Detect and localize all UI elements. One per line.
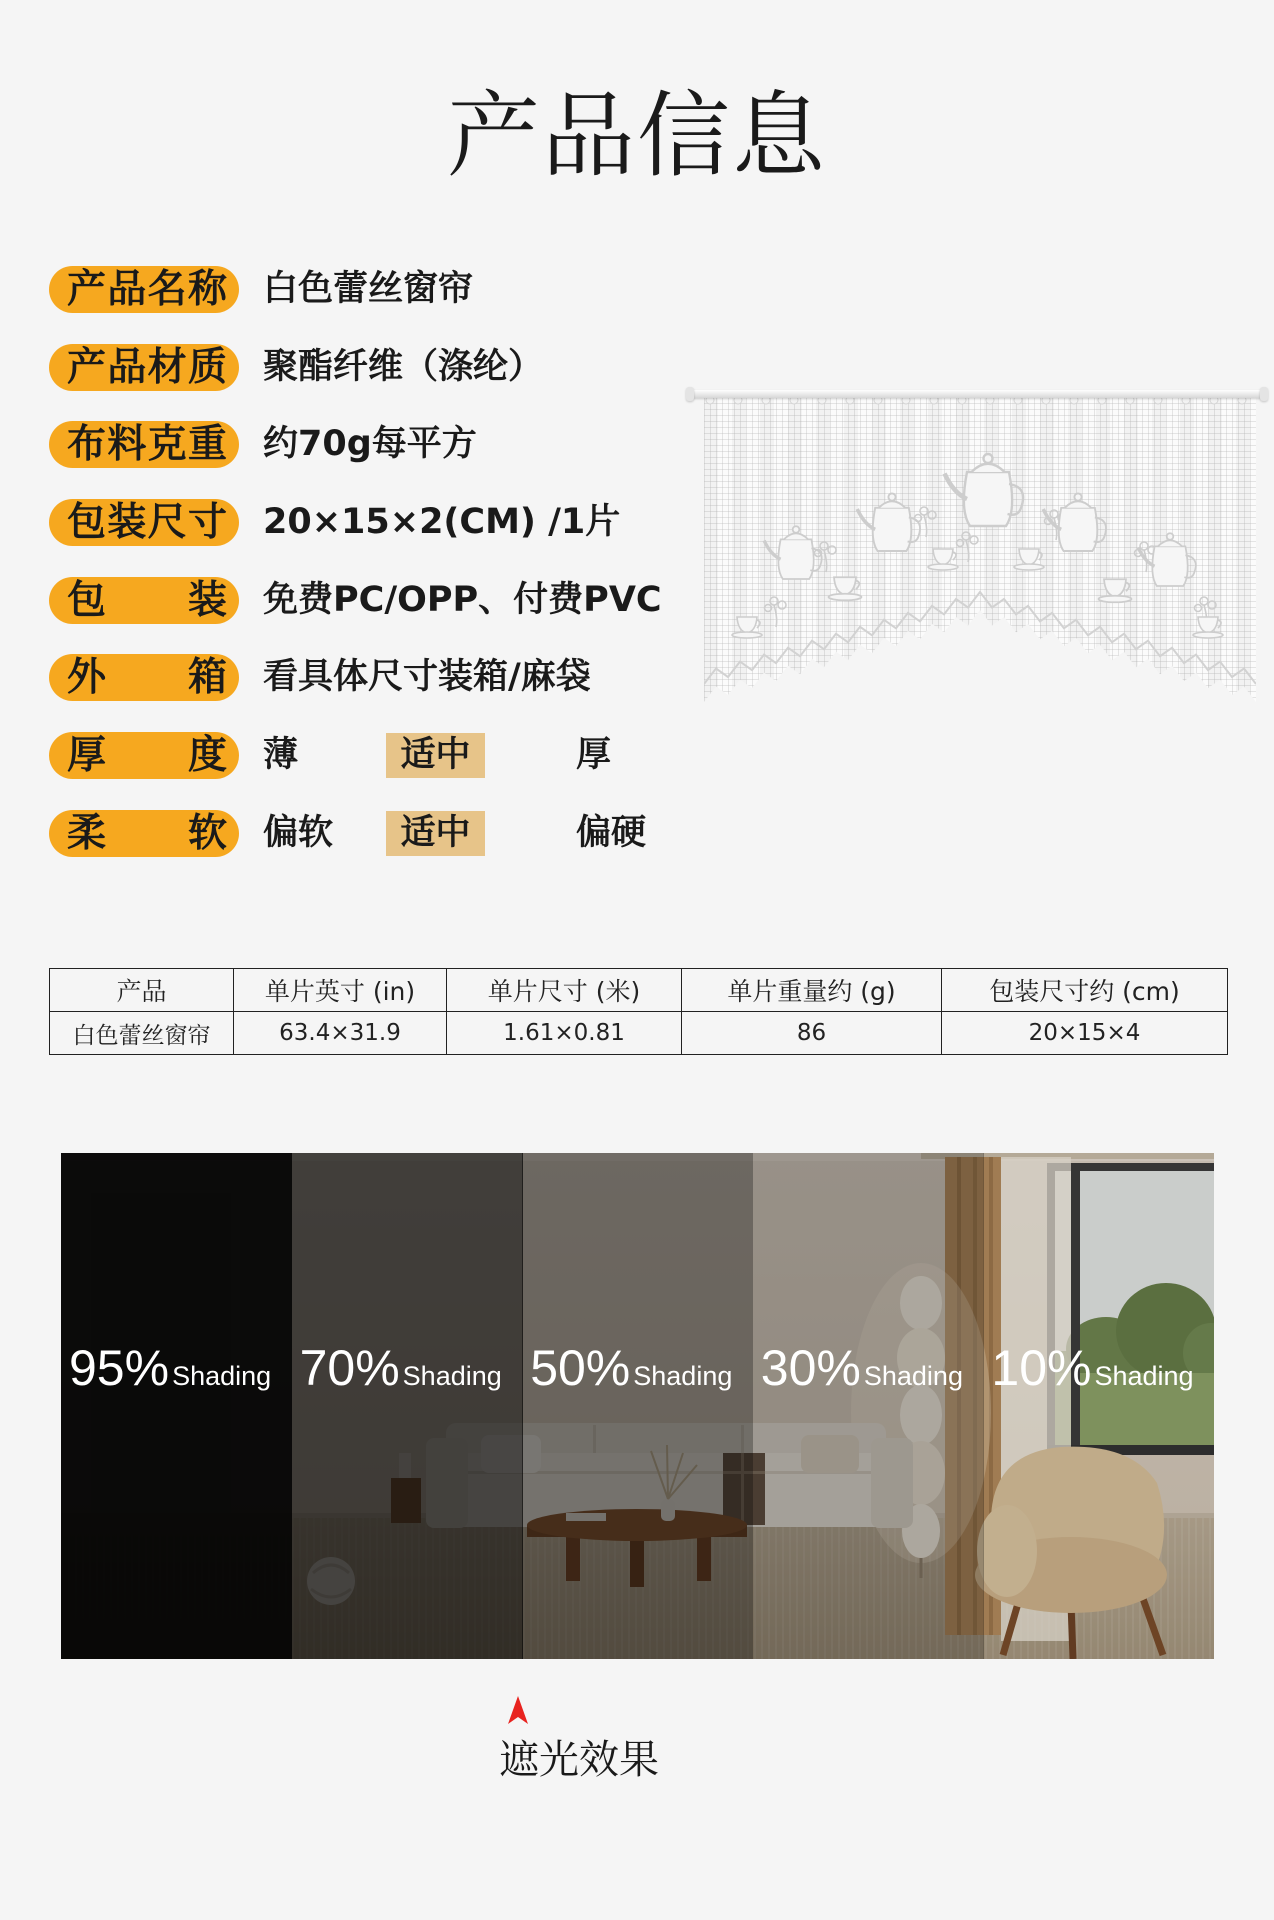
shading-word: Shading bbox=[172, 1361, 272, 1391]
label-char: 重 bbox=[187, 422, 227, 468]
spec-label-pill bbox=[49, 421, 239, 468]
table-row bbox=[50, 1012, 1228, 1055]
lace-border bbox=[704, 592, 1256, 684]
spec-row bbox=[49, 577, 669, 624]
label-char: 材 bbox=[147, 344, 187, 390]
table-header-cell: 单片英寸 (in) bbox=[234, 969, 447, 1012]
label-char: 箱 bbox=[187, 655, 227, 701]
spec-value: 约70g每平方 bbox=[263, 424, 477, 465]
rating-label-pill bbox=[49, 732, 239, 779]
spec-label-pill bbox=[49, 344, 239, 391]
rod-end-cap bbox=[1260, 387, 1268, 401]
teapot-lace-pattern bbox=[704, 396, 1256, 710]
shading-label bbox=[760, 1340, 963, 1396]
teacup-motif bbox=[1014, 549, 1044, 570]
spec-label-pill bbox=[49, 577, 239, 624]
teacup-motif bbox=[1193, 617, 1223, 638]
spec-value: 免费PC/OPP、付费PVC bbox=[263, 579, 662, 620]
rating-row bbox=[49, 732, 669, 779]
label-char: 品 bbox=[107, 267, 147, 312]
rating-option-selected: 适中 bbox=[386, 811, 485, 856]
spec-list bbox=[49, 266, 669, 857]
shading-percent: 30% bbox=[760, 1340, 861, 1396]
label-char: 装 bbox=[187, 577, 227, 623]
shading-word: Shading bbox=[863, 1361, 963, 1391]
shading-caption: 遮光效果 bbox=[499, 1737, 659, 1783]
label-char: 质 bbox=[187, 344, 227, 390]
flower-motif bbox=[957, 532, 979, 562]
rating-option: 薄 bbox=[263, 735, 299, 776]
spec-label-pill bbox=[49, 654, 239, 701]
curtain-rod bbox=[688, 390, 1266, 398]
shading-word: Shading bbox=[633, 1361, 733, 1391]
label-char: 包 bbox=[67, 577, 107, 623]
spec-row bbox=[49, 344, 669, 391]
lace-curtain-image bbox=[686, 386, 1268, 710]
table-header-cell: 包装尺寸约 (cm) bbox=[942, 969, 1228, 1012]
rating-option: 厚 bbox=[576, 735, 612, 776]
label-char: 品 bbox=[107, 344, 147, 390]
flower-motif bbox=[765, 597, 787, 627]
spec-value: 看具体尺寸装箱/麻袋 bbox=[263, 657, 591, 698]
spec-row bbox=[49, 654, 669, 701]
label-char: 寸 bbox=[187, 500, 227, 546]
teapot-motif bbox=[945, 454, 1024, 526]
teapot-motif bbox=[764, 526, 822, 579]
flower-motif bbox=[815, 542, 837, 572]
label-char: 称 bbox=[187, 267, 227, 312]
shading-panel bbox=[522, 1153, 753, 1659]
table-cell: 白色蕾丝窗帘 bbox=[50, 1012, 234, 1055]
shading-panel bbox=[983, 1153, 1214, 1659]
teapot-motif bbox=[1043, 493, 1106, 551]
rating-option-selected: 适中 bbox=[386, 733, 485, 778]
rating-option: 偏软 bbox=[263, 812, 334, 853]
spec-row bbox=[49, 266, 669, 313]
shading-percent: 50% bbox=[530, 1340, 631, 1396]
label-char: 外 bbox=[67, 655, 107, 701]
lace-curtain-fabric bbox=[704, 396, 1256, 710]
shading-label bbox=[299, 1340, 502, 1396]
table-cell: 63.4×31.9 bbox=[234, 1012, 447, 1055]
spec-row bbox=[49, 499, 669, 546]
label-char: 装 bbox=[107, 500, 147, 546]
spec-value: 20×15×2(CM) /1片 bbox=[263, 502, 621, 543]
rating-label-pill bbox=[49, 810, 239, 857]
teacup-motif bbox=[928, 549, 958, 570]
table-cell: 20×15×4 bbox=[942, 1012, 1228, 1055]
label-char: 包 bbox=[67, 500, 107, 546]
label-char: 厚 bbox=[67, 733, 107, 779]
spec-label-pill bbox=[49, 499, 239, 546]
table-cell: 1.61×0.81 bbox=[447, 1012, 682, 1055]
label-char: 克 bbox=[147, 422, 187, 468]
rating-option: 偏硬 bbox=[576, 812, 647, 853]
table-header-row bbox=[50, 969, 1228, 1012]
rod-end-cap bbox=[686, 387, 694, 401]
teacup-motif bbox=[1099, 579, 1132, 602]
shading-panel bbox=[292, 1153, 523, 1659]
label-char: 产 bbox=[67, 344, 107, 390]
label-char: 产 bbox=[67, 267, 107, 312]
shading-panel bbox=[753, 1153, 984, 1659]
rating-row bbox=[49, 810, 669, 857]
spec-value: 聚酯纤维（涤纶） bbox=[263, 346, 544, 387]
shading-comparison-image bbox=[61, 1153, 1214, 1659]
teacup-motif bbox=[829, 577, 862, 600]
label-char: 料 bbox=[107, 422, 147, 468]
spec-label-pill bbox=[49, 266, 239, 313]
shading-percent: 10% bbox=[991, 1340, 1092, 1396]
shading-percent: 95% bbox=[69, 1340, 170, 1396]
spec-value: 白色蕾丝窗帘 bbox=[263, 269, 474, 309]
spec-row bbox=[49, 421, 669, 468]
shading-label bbox=[530, 1340, 733, 1396]
table-header-cell: 单片尺寸 (米) bbox=[447, 969, 682, 1012]
teapot-motif bbox=[857, 493, 920, 551]
shading-label bbox=[69, 1340, 272, 1396]
label-char: 布 bbox=[67, 422, 107, 468]
table-cell: 86 bbox=[682, 1012, 942, 1055]
table-header-cell: 单片重量约 (g) bbox=[682, 969, 942, 1012]
shading-word: Shading bbox=[402, 1361, 502, 1391]
page-title: 产品信息 bbox=[447, 82, 827, 190]
label-char: 度 bbox=[187, 733, 227, 779]
shading-panel bbox=[61, 1153, 292, 1659]
teapot-motif bbox=[1138, 533, 1196, 586]
teacup-motif bbox=[732, 617, 762, 638]
shading-label bbox=[991, 1340, 1194, 1396]
label-char: 尺 bbox=[147, 500, 187, 546]
label-char: 柔 bbox=[67, 810, 107, 856]
table-header-cell: 产品 bbox=[50, 969, 234, 1012]
label-char: 软 bbox=[187, 810, 227, 856]
shading-percent: 70% bbox=[299, 1340, 400, 1396]
label-char: 名 bbox=[147, 267, 187, 312]
arrow-up-icon bbox=[508, 1696, 528, 1724]
size-table bbox=[49, 968, 1228, 1055]
shading-word: Shading bbox=[1094, 1361, 1194, 1391]
